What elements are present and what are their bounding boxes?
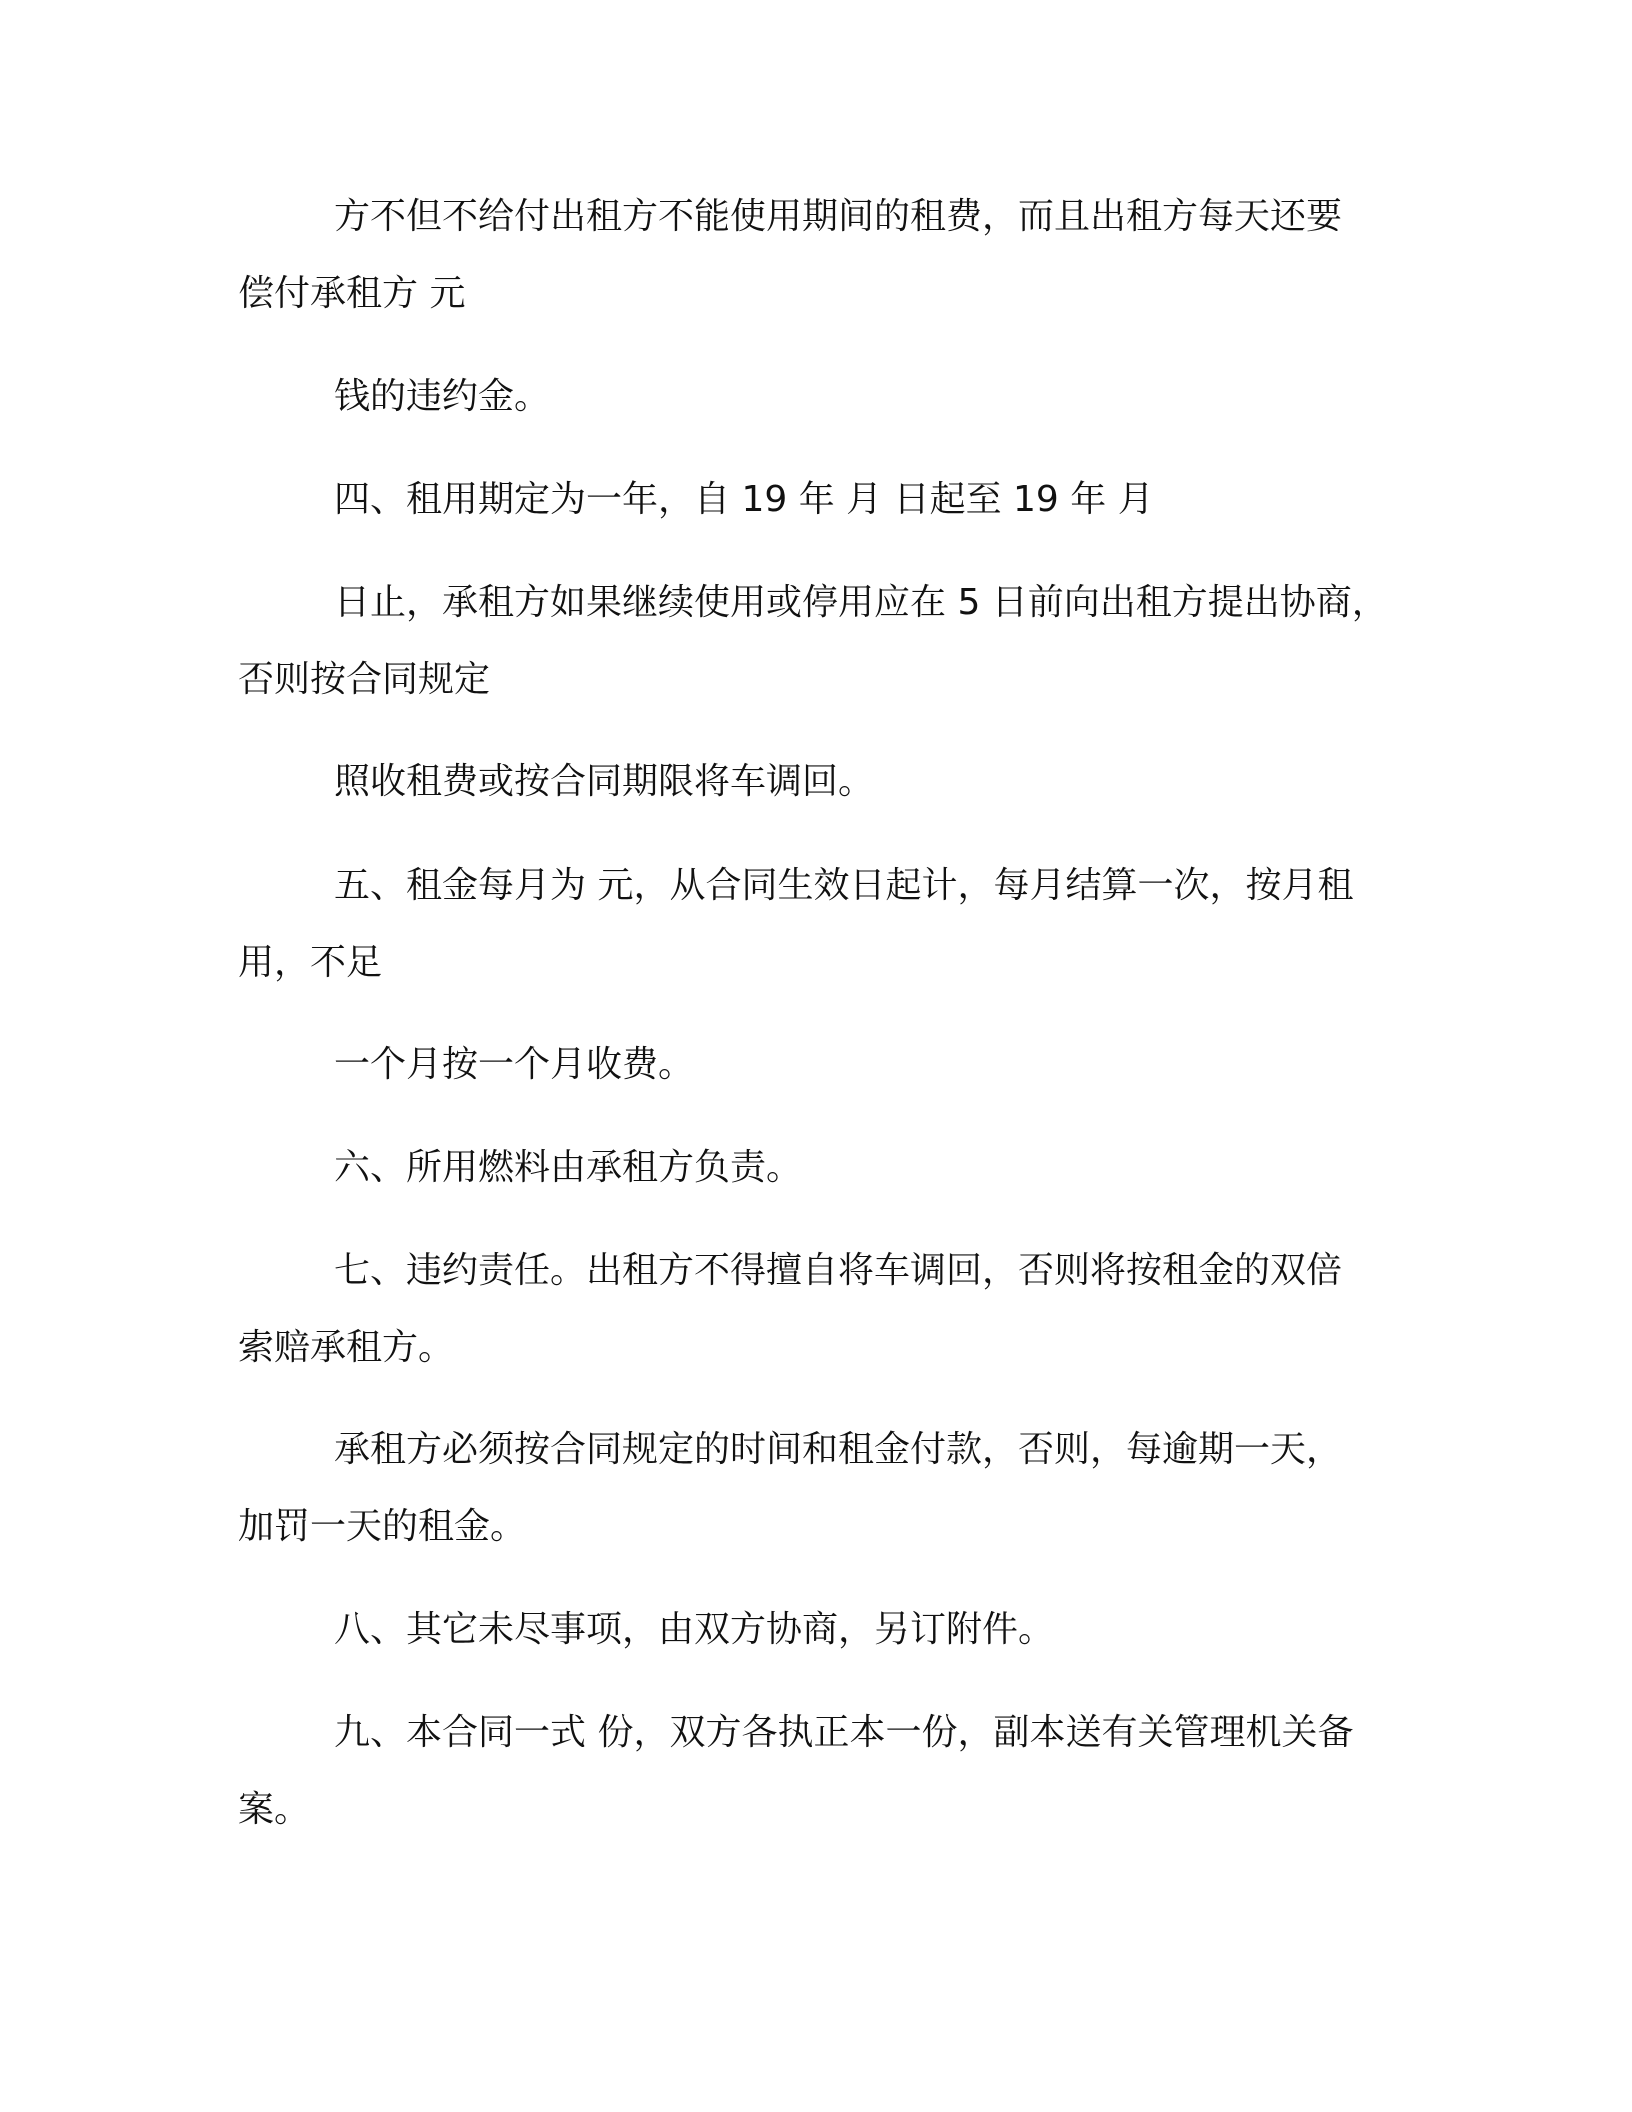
paragraph-line: 案。	[238, 1789, 311, 1830]
paragraph-4	[238, 564, 1418, 718]
paragraph-line: 索赔承租方。	[238, 1327, 455, 1368]
paragraph-11	[238, 1591, 1418, 1668]
paragraph-line: 六、所用燃料由承租方负责。	[334, 1147, 803, 1188]
paragraph-2	[238, 358, 1418, 435]
paragraph-3	[238, 461, 1418, 538]
paragraph-line: 日止，承租方如果继续使用或停用应在 5 日前向出租方提出协商，	[334, 582, 1388, 623]
paragraph-12	[238, 1694, 1418, 1848]
paragraph-line: 钱的违约金。	[334, 376, 551, 417]
paragraph-line: 八、其它未尽事项，由双方协商，另订附件。	[334, 1609, 1055, 1650]
paragraph-line: 加罚一天的租金。	[238, 1506, 527, 1547]
paragraph-6	[238, 847, 1418, 1001]
paragraph-line: 偿付承租方 元	[238, 273, 466, 314]
paragraph-line: 九、本合同一式 份，双方各执正本一份，副本送有关管理机关备	[334, 1712, 1354, 1753]
paragraph-line: 照收租费或按合同期限将车调回。	[334, 761, 875, 802]
paragraph-line: 方不但不给付出租方不能使用期间的租费，而且出租方每天还要	[334, 196, 1343, 237]
paragraph-9	[238, 1232, 1418, 1386]
paragraph-line: 一个月按一个月收费。	[334, 1044, 695, 1085]
paragraph-7	[238, 1026, 1418, 1103]
paragraph-line: 四、租用期定为一年，自 19 年 月 日起至 19 年 月	[334, 479, 1154, 520]
paragraph-8	[238, 1129, 1418, 1206]
paragraph-line: 用，不足	[238, 942, 383, 983]
paragraph-line: 否则按合同规定	[238, 659, 491, 700]
paragraph-line: 承租方必须按合同规定的时间和租金付款，否则，每逾期一天，	[334, 1429, 1343, 1470]
paragraph-10	[238, 1411, 1418, 1565]
paragraph-1	[238, 178, 1418, 332]
paragraph-5	[238, 743, 1418, 820]
paragraph-line: 七、违约责任。出租方不得擅自将车调回，否则将按租金的双倍	[334, 1250, 1343, 1291]
paragraph-line: 五、租金每月为 元，从合同生效日起计，每月结算一次，按月租	[334, 865, 1354, 906]
